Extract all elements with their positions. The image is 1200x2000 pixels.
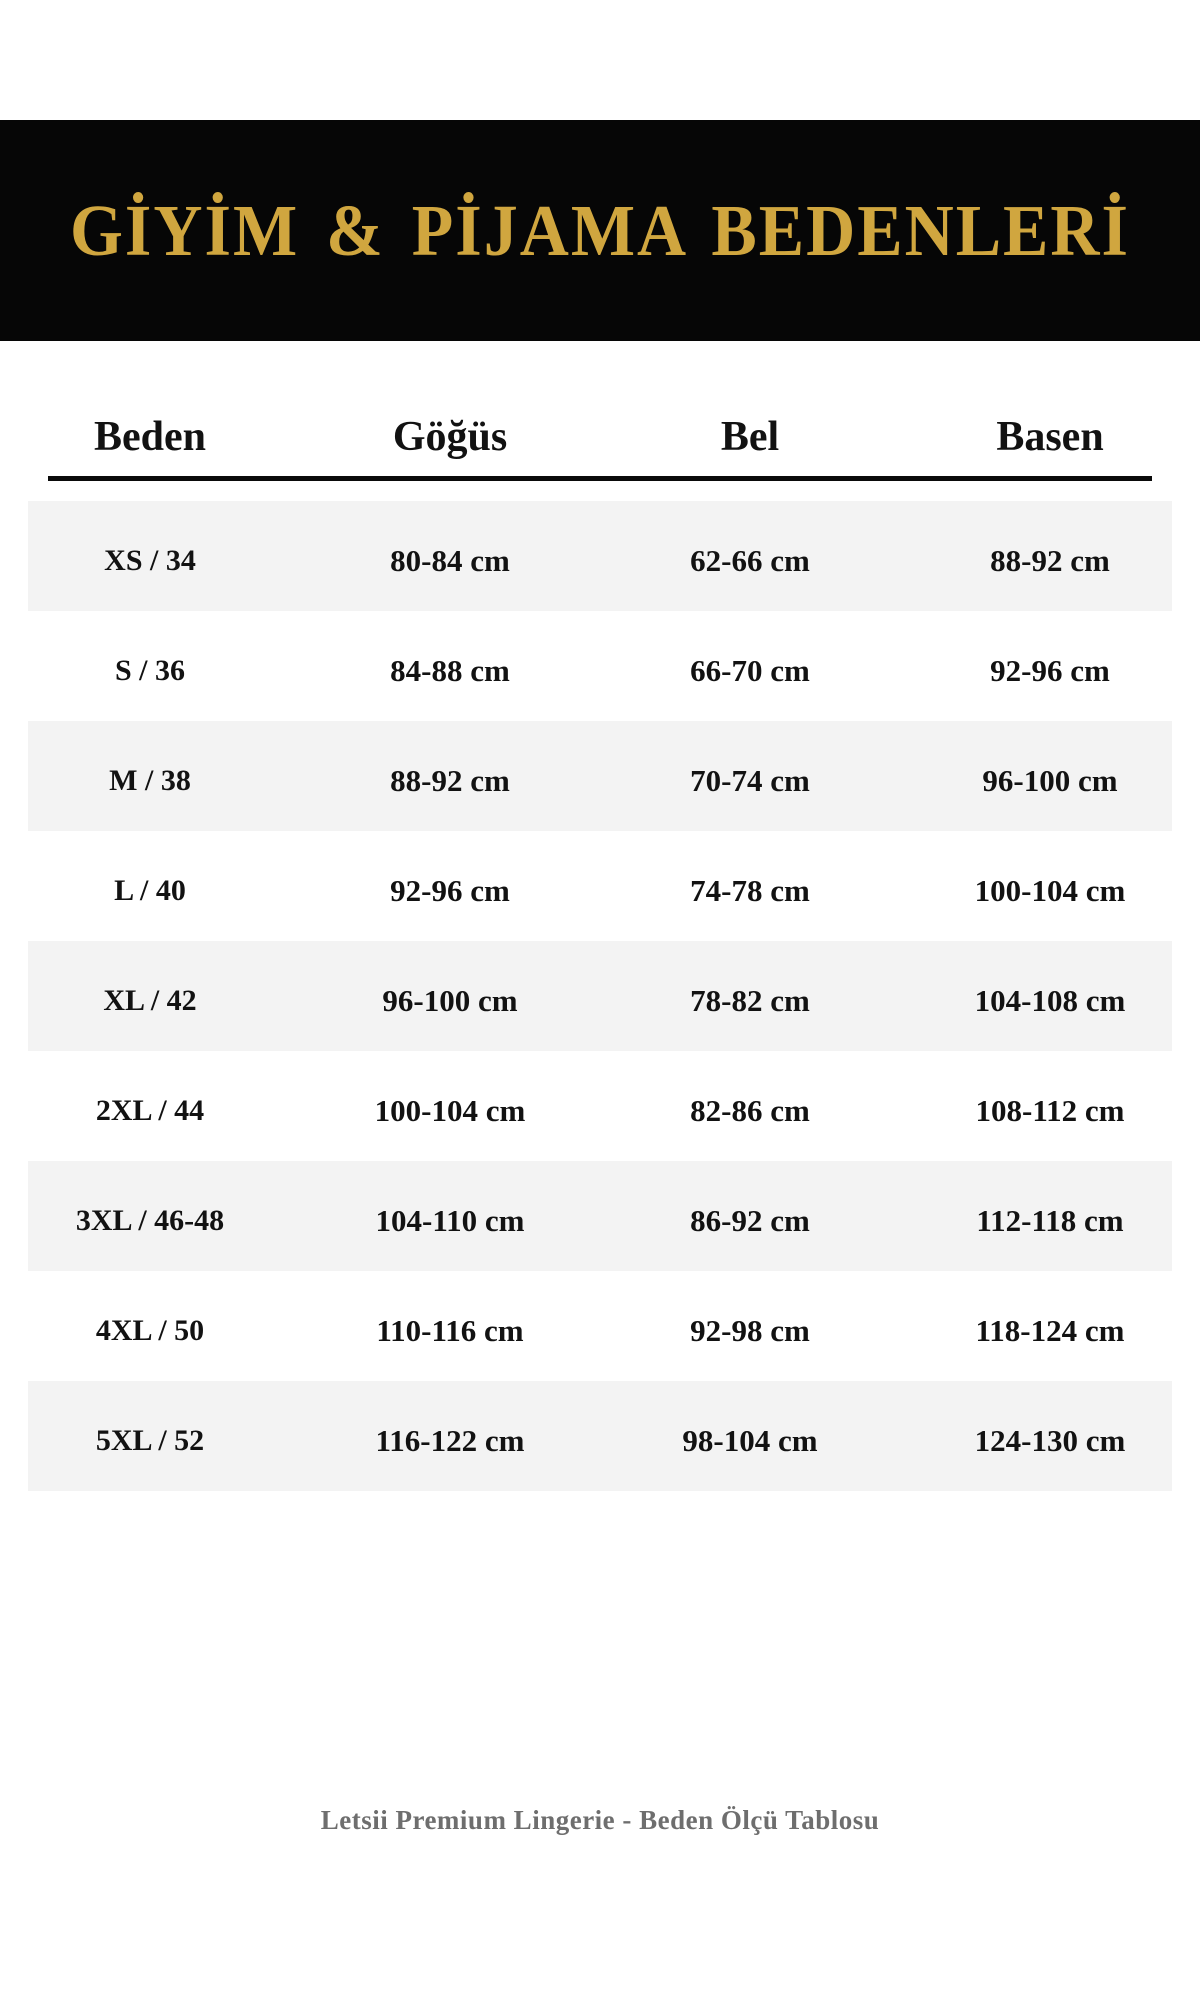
row-grid [0, 501, 1200, 611]
waist-value: 66-70 cm [690, 653, 810, 688]
hip-value: 92-96 cm [990, 653, 1110, 688]
waist-value: 62-66 cm [690, 543, 810, 578]
table-row [0, 721, 1200, 831]
hip-value: 108-112 cm [975, 1093, 1125, 1128]
table-row [0, 941, 1200, 1051]
hip-value: 124-130 cm [974, 1423, 1126, 1458]
size-label: 2XL / 44 [95, 1094, 205, 1127]
chest-value: 96-100 cm [382, 983, 518, 1018]
column-header-gogus: Göğüs [392, 414, 508, 460]
chest-value: 88-92 cm [390, 763, 510, 798]
chest-value: 80-84 cm [390, 543, 510, 578]
waist-value: 86-92 cm [690, 1203, 810, 1238]
chest-value: 92-96 cm [390, 873, 510, 908]
waist-value: 70-74 cm [690, 763, 810, 798]
waist-value: 74-78 cm [690, 873, 810, 908]
size-label: XS / 34 [104, 544, 196, 577]
hip-value: 112-118 cm [976, 1203, 1124, 1238]
column-header-beden: Beden [93, 414, 206, 460]
table-row [0, 1271, 1200, 1381]
title-banner [0, 120, 1200, 341]
table-header-row [0, 414, 1200, 460]
hip-value: 88-92 cm [990, 543, 1110, 578]
header-divider-line [48, 476, 1152, 481]
size-table [0, 501, 1200, 1491]
chest-value: 104-110 cm [375, 1203, 525, 1238]
column-header-bel: Bel [720, 414, 780, 460]
chest-value: 110-116 cm [376, 1313, 524, 1348]
size-label: 4XL / 50 [95, 1314, 205, 1347]
table-row [0, 1161, 1200, 1271]
row-grid [0, 1051, 1200, 1161]
table-row [0, 1051, 1200, 1161]
waist-value: 82-86 cm [690, 1093, 810, 1128]
waist-value: 92-98 cm [690, 1313, 810, 1348]
waist-value: 98-104 cm [682, 1423, 818, 1458]
chest-value: 100-104 cm [374, 1093, 526, 1128]
hip-value: 118-124 cm [975, 1313, 1125, 1348]
row-grid [0, 831, 1200, 941]
row-grid [0, 1161, 1200, 1271]
row-grid [0, 1271, 1200, 1381]
hip-value: 100-104 cm [974, 873, 1126, 908]
chest-value: 84-88 cm [390, 653, 510, 688]
column-header-basen: Basen [996, 414, 1104, 460]
row-grid [0, 611, 1200, 721]
table-row [0, 831, 1200, 941]
hip-value: 104-108 cm [974, 983, 1126, 1018]
size-label: S / 36 [114, 654, 186, 687]
hip-value: 96-100 cm [982, 763, 1118, 798]
footer-caption: Letsii Premium Lingerie - Beden Ölçü Tablosu [320, 1805, 880, 1835]
row-grid [0, 721, 1200, 831]
size-label: L / 40 [114, 874, 186, 907]
size-label: 3XL / 46-48 [75, 1204, 225, 1237]
table-row [0, 501, 1200, 611]
page-title: GİYİM & PİJAMA BEDENLERİ [70, 188, 1130, 271]
size-label: 5XL / 52 [95, 1424, 205, 1457]
table-row [0, 611, 1200, 721]
row-grid [0, 941, 1200, 1051]
size-label: XL / 42 [103, 984, 197, 1017]
chest-value: 116-122 cm [375, 1423, 525, 1458]
row-grid [0, 1381, 1200, 1491]
size-label: M / 38 [109, 764, 191, 797]
table-row [0, 1381, 1200, 1491]
waist-value: 78-82 cm [690, 983, 810, 1018]
